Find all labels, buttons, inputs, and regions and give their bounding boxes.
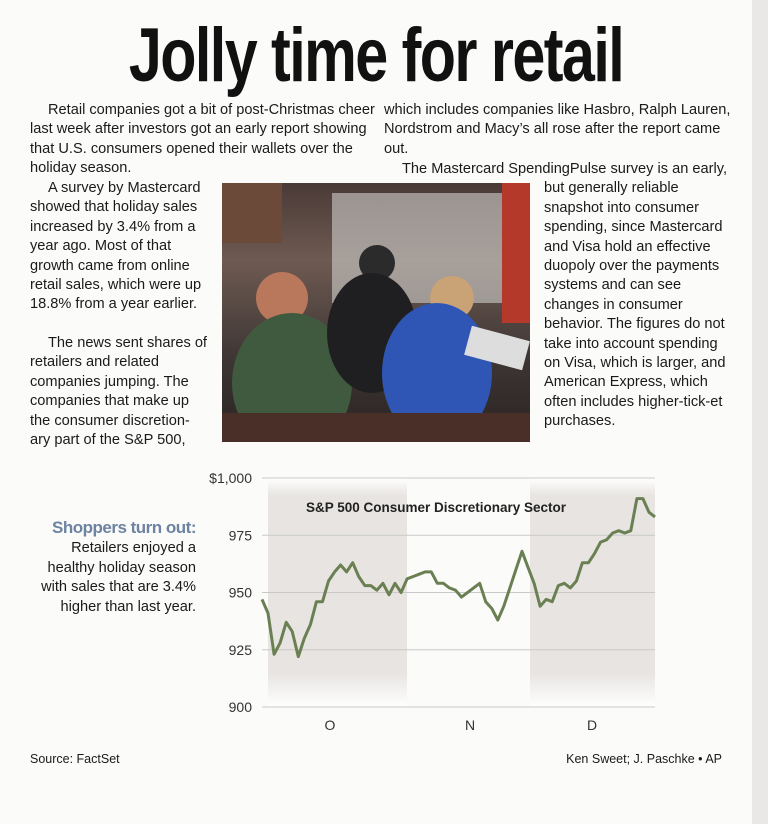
x-tick-label: D	[586, 717, 598, 733]
y-tick-label: 950	[228, 584, 252, 601]
line-chart	[0, 460, 768, 760]
y-tick-label: $1,000	[209, 470, 252, 486]
credit-line: Ken Sweet; J. Paschke • AP	[566, 752, 722, 766]
x-tick-label: O	[324, 717, 336, 733]
photo-illustration	[222, 183, 530, 442]
headline: Jolly time for retail	[128, 13, 624, 98]
paragraph-5-text: The Mastercard SpendingPulse survey is an early, but generally reliable snapshot into consumer spending, since Mastercard and Visa hold an effective duopoly over the payments systems and can see changes in consumer behavior. The figures do not take into account spending on Visa, which is larger, and American Express, which often includes higher-tick-et purchases.	[402, 161, 728, 430]
caption-text: Retailers enjoyed a healthy holiday season with sales that are 3.4% higher than last year.	[41, 540, 196, 615]
paragraph-2: A survey by Mastercard showed that holiday sales increased by 3.4% from a year ago. Most of that growth came from online retail sales, which were up 18.8% from a year earlier.	[30, 180, 202, 313]
shoppers-photo	[222, 183, 530, 442]
y-tick-label: 900	[228, 699, 252, 715]
y-tick-label: 975	[228, 527, 252, 544]
chart-title: S&P 500 Consumer Discretionary Sector	[305, 500, 567, 515]
source-note: Source: FactSet	[30, 752, 120, 766]
paragraph-3: The news sent shares of retailers and related companies jumping. The companies that make up the consumer discretion-ary part of the S&P 500,	[30, 335, 207, 449]
x-tick-label: N	[464, 717, 476, 733]
paragraph-1: Retail companies got a bit of post-Christmas cheer last week after investors got an early report showing that U.S. consumers opened their wallets over the holiday season.	[30, 102, 375, 177]
caption-lead: Shoppers turn out:	[52, 518, 196, 537]
paragraph-4: which includes companies like Hasbro, Ralph Lauren, Nordstrom and Macy’s all rose after the report came out.	[384, 102, 731, 157]
y-tick-label: 925	[228, 641, 252, 658]
